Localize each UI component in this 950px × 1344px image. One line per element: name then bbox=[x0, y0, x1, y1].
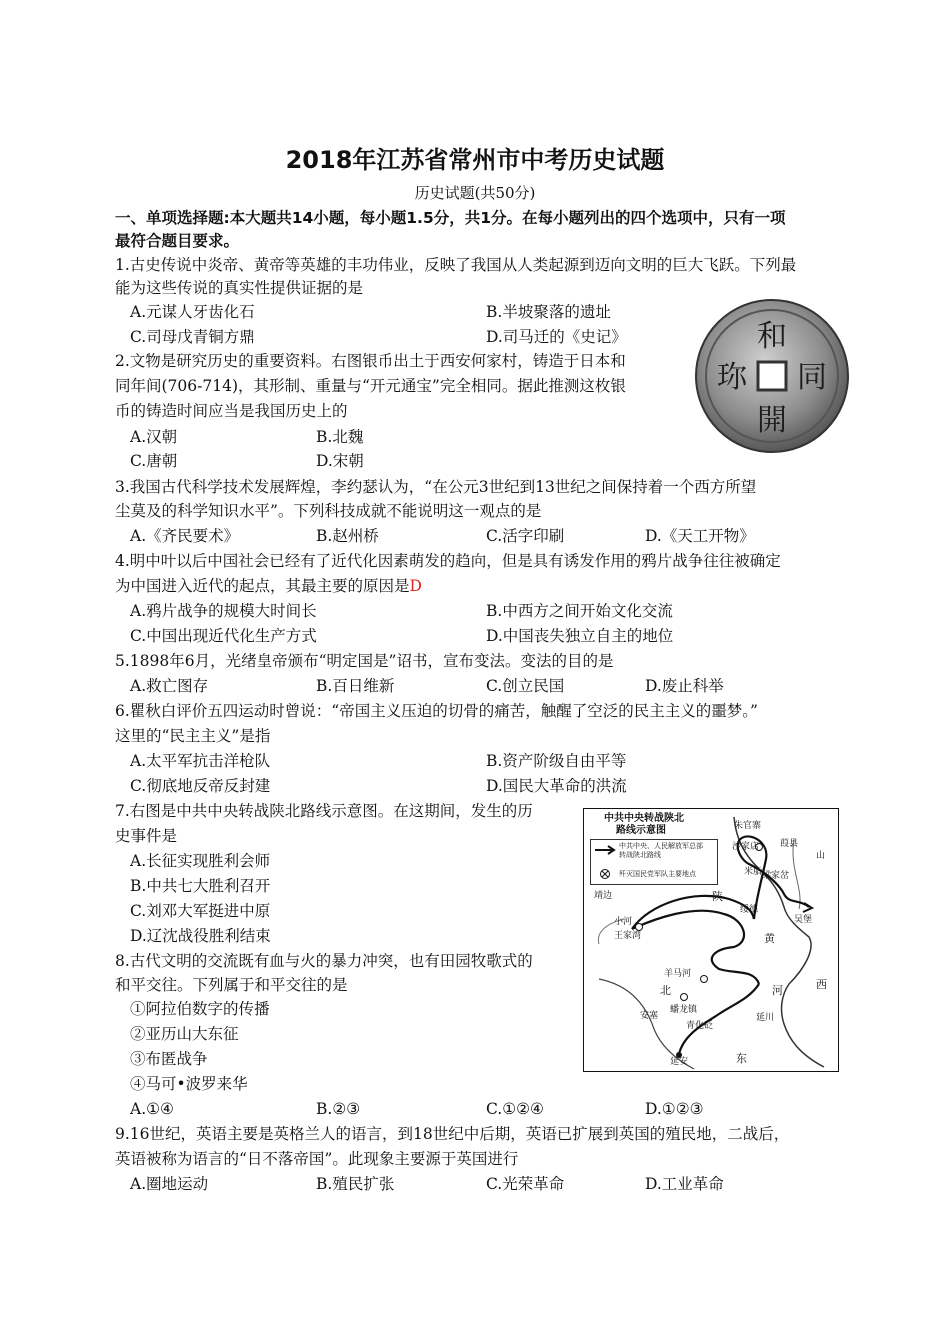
legend-route-label: 中共中央、人民解放军总部 bbox=[619, 842, 703, 850]
q6-stem-cont: 这里的“民主主义”是指 bbox=[115, 727, 271, 745]
q6-option-a: A.太平军抗击洋枪队 bbox=[130, 752, 271, 770]
q3-option-a: A.《齐民要术》 bbox=[130, 527, 240, 545]
q9-option-b: B.殖民扩张 bbox=[316, 1175, 395, 1193]
legend-route-label-cont: 转战陕北路线 bbox=[619, 851, 661, 859]
q5-option-a: A.救亡图存 bbox=[130, 677, 209, 695]
silver-coin-image bbox=[694, 298, 850, 454]
q1-option-d: D.司马迁的《史记》 bbox=[486, 328, 627, 346]
q8-option-a: A.①④ bbox=[130, 1100, 174, 1118]
q5-option-d: D.废止科举 bbox=[645, 677, 724, 695]
q2-stem-cont: 同年间(706-714)，其形制、重量与“开元通宝”完全相同。据此推测这枚银 bbox=[115, 377, 626, 395]
section-heading: 一、单项选择题:本大题共14小题，每小题1.5分，共1分。在每小题列出的四个选项中，只有一项 bbox=[115, 209, 786, 227]
map-region-label: 西 bbox=[816, 978, 827, 991]
map-place: 延安 bbox=[670, 1057, 689, 1067]
q4-stem-text: 为中国进入近代的起点，其最主要的原因是 bbox=[115, 577, 410, 595]
q2-stem-cont2: 币的铸造时间应当是我国历史上的 bbox=[115, 402, 348, 420]
map-place: 吴堡 bbox=[794, 915, 813, 925]
q7-stem-cont: 史事件是 bbox=[115, 827, 178, 845]
q5-option-b: B.百日维新 bbox=[316, 677, 395, 695]
q8-option-b: B.②③ bbox=[316, 1100, 361, 1118]
q4-stem: 4.明中叶以后中国社会已经有了近代化因素萌发的趋向，但是具有诱发作用的鸦片战争往往被确定 bbox=[115, 552, 781, 570]
map-place: 安塞 bbox=[640, 1011, 659, 1021]
map-region-label: 陕 bbox=[712, 890, 723, 903]
map-place: 蟠龙镇 bbox=[670, 1005, 698, 1015]
q8-stem: 8.古代文明的交流既有血与火的暴力冲突，也有田园牧歌式的 bbox=[115, 952, 533, 970]
coin-char-left: 珎 bbox=[717, 360, 747, 395]
q2-option-c: C.唐朝 bbox=[130, 452, 178, 470]
q1-option-c: C.司母戊青铜方鼎 bbox=[130, 328, 255, 346]
q3-option-b: B.赵州桥 bbox=[316, 527, 379, 545]
q9-stem: 9.16世纪，英语主要是英格兰人的语言，到18世纪中后期，英语已扩展到英国的殖民地，二战后， bbox=[115, 1125, 790, 1143]
q6-stem: 6.瞿秋白评价五四运动时曾说：“帝国主义压迫的切骨的痛苦，触醒了空泛的民主主义的噩梦。” bbox=[115, 702, 758, 720]
map-place: 米脂 bbox=[744, 867, 763, 877]
q1-option-a: A.元谋人牙齿化石 bbox=[130, 303, 255, 321]
q5-option-c: C.创立民国 bbox=[486, 677, 565, 695]
map-place: 靖边 bbox=[594, 891, 613, 901]
q5-stem: 5.1898年6月，光绪皇帝颁布“明定国是”诏书，宣布变法。变法的目的是 bbox=[115, 652, 614, 670]
q8-stem-cont: 和平交往。下列属于和平交往的是 bbox=[115, 976, 348, 994]
q2-stem: 2.文物是研究历史的重要资料。右图银币出土于西安何家村，铸造于日本和 bbox=[115, 352, 626, 370]
q1-stem: 1.古史传说中炎帝、黄帝等英雄的丰功伟业，反映了我国从人类起源到迈向文明的巨大飞跃。下列最 bbox=[115, 256, 797, 274]
map-place: 葭县 bbox=[780, 839, 799, 849]
map-place: 青化砭 bbox=[686, 1021, 714, 1031]
map-place: 绥德 bbox=[740, 905, 759, 915]
map-title-cont: 路线示意图 bbox=[616, 825, 666, 836]
q7-option-c: C.刘邓大军挺进中原 bbox=[130, 902, 271, 920]
q6-option-d: D.国民大革命的洪流 bbox=[486, 777, 627, 795]
q7-option-a: A.长征实现胜利会师 bbox=[130, 852, 271, 870]
q9-stem-cont: 英语被称为语言的“日不落帝国”。此现象主要源于英国进行 bbox=[115, 1150, 519, 1168]
q7-stem: 7.右图是中共中央转战陕北路线示意图。在这期间，发生的历 bbox=[115, 802, 533, 820]
map-place: 王家湾 bbox=[614, 931, 642, 941]
map-region-label: 河 bbox=[772, 984, 783, 997]
q1-stem-cont: 能为这些传说的真实性提供证据的是 bbox=[115, 279, 364, 297]
map-place: 小河 bbox=[614, 917, 633, 927]
page-title: 2018年江苏省常州市中考历史试题 bbox=[285, 146, 665, 174]
coin-char-top: 和 bbox=[757, 319, 787, 354]
q8-option-d: D.①②③ bbox=[645, 1100, 704, 1118]
q3-option-c: C.活字印刷 bbox=[486, 527, 565, 545]
q3-stem: 3.我国古代科学技术发展辉煌，李约瑟认为，“在公元3世纪到13世纪之间保持着一个西方所望 bbox=[115, 478, 757, 496]
coin-char-right: 同 bbox=[797, 360, 827, 395]
shaanbei-route-map bbox=[583, 808, 839, 1072]
map-place: 梁家岔 bbox=[762, 871, 790, 881]
map-place: 朱官寨 bbox=[734, 821, 762, 831]
q6-option-c: C.彻底地反帝反封建 bbox=[130, 777, 271, 795]
map-title: 中共中央转战陕北 bbox=[604, 813, 684, 824]
q7-option-b: B.中共七大胜利召开 bbox=[130, 877, 271, 895]
q9-option-d: D.工业革命 bbox=[645, 1175, 724, 1193]
q2-option-b: B.北魏 bbox=[316, 428, 364, 446]
q3-stem-cont: 尘莫及的科学知识水平”。下列科技成就不能说明这一观点的是 bbox=[115, 502, 542, 520]
map-region-label: 北 bbox=[660, 984, 671, 997]
q4-option-b: B.中西方之间开始文化交流 bbox=[486, 602, 673, 620]
q3-option-d: D.《天工开物》 bbox=[645, 527, 755, 545]
page-subtitle: 历史试题(共50分) bbox=[414, 184, 536, 202]
map-region-label: 黄 bbox=[764, 932, 775, 945]
q8-item-4: ④马可•波罗来华 bbox=[130, 1075, 248, 1093]
q2-option-a: A.汉朝 bbox=[130, 428, 178, 446]
q4-option-d: D.中国丧失独立自主的地位 bbox=[486, 627, 674, 645]
map-place: 羊马河 bbox=[664, 969, 692, 979]
q4-option-a: A.鸦片战争的规模大时间长 bbox=[130, 602, 317, 620]
q8-option-c: C.①②④ bbox=[486, 1100, 544, 1118]
q4-stem-cont bbox=[115, 576, 422, 596]
q9-option-c: C.光荣革命 bbox=[486, 1175, 565, 1193]
q1-option-b: B.半坡聚落的遗址 bbox=[486, 303, 611, 321]
map-place: 沙家店 bbox=[732, 842, 760, 852]
q9-option-a: A.圈地运动 bbox=[130, 1175, 209, 1193]
q2-option-d: D.宋朝 bbox=[316, 452, 364, 470]
section-heading-cont: 最符合题目要求。 bbox=[115, 232, 240, 250]
coin-char-bottom: 開 bbox=[757, 403, 787, 438]
q6-option-b: B.资产阶级自由平等 bbox=[486, 752, 627, 770]
map-region-label: 东 bbox=[736, 1052, 747, 1065]
q8-item-3: ③布匿战争 bbox=[130, 1050, 208, 1068]
map-place: 延川 bbox=[756, 1013, 775, 1023]
q4-option-c: C.中国出现近代化生产方式 bbox=[130, 627, 317, 645]
q7-option-d: D.辽沈战役胜利结束 bbox=[130, 927, 271, 945]
q8-item-2: ②亚历山大东征 bbox=[130, 1025, 239, 1043]
map-place: 山 bbox=[816, 851, 826, 861]
legend-battle-label: 歼灭国民党军队主要地点 bbox=[619, 870, 696, 878]
q4-answer-mark: D bbox=[409, 577, 422, 595]
q8-item-1: ①阿拉伯数字的传播 bbox=[130, 1000, 270, 1018]
